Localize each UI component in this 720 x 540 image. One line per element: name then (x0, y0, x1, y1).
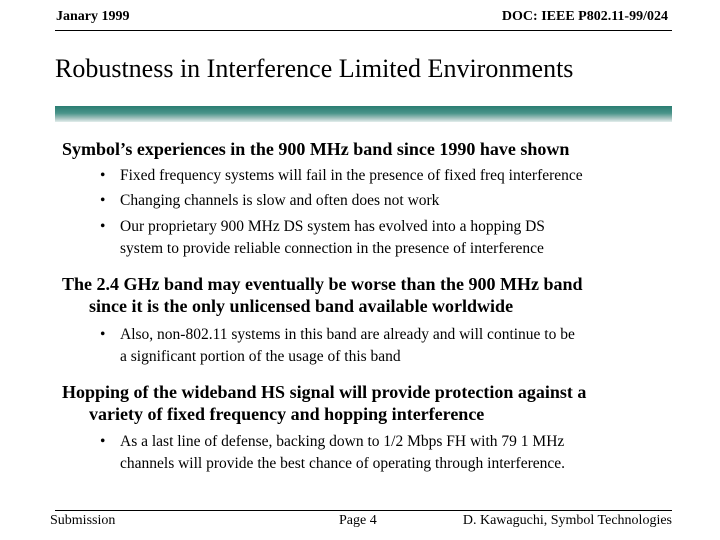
section-2-heading-line1: The 2.4 GHz band may eventually be worse than the 900 MHz band (62, 274, 583, 294)
bullet-dot-icon: • (100, 192, 106, 209)
footer-page-number: Page 4 (339, 513, 377, 528)
bullet-dot-icon: • (100, 326, 106, 343)
bullet-text-line2: channels will provide the best chance of operating through interference. (120, 455, 566, 472)
bullet-text-line1: Our proprietary 900 MHz DS system has evolved into a hopping DS (120, 218, 545, 235)
section-1-bullet-2 (100, 190, 672, 212)
section-1-heading (62, 138, 672, 160)
bullet-text-line2: a significant portion of the usage of this band (120, 348, 401, 365)
footer-submission: Submission (50, 513, 116, 528)
section-1-bullet-1 (100, 165, 672, 187)
footer-divider (55, 510, 672, 511)
section-3-bullet-1 (100, 431, 672, 475)
bullet-text-line1: As a last line of defense, backing down to 1/2 Mbps FH with 79 1 MHz (120, 433, 565, 450)
bullet-text-line1: Also, non-802.11 systems in this band are already and will continue to be (120, 326, 575, 343)
bullet-dot-icon: • (100, 218, 106, 235)
bullet-dot-icon: • (100, 167, 106, 184)
bullet-text-line2: system to provide reliable connection in the presence of interference (120, 240, 544, 257)
slide-title: Robustness in Interference Limited Environments (55, 54, 574, 83)
section-2-heading (62, 273, 672, 317)
section-2-bullet-1 (100, 324, 672, 368)
footer-author: D. Kawaguchi, Symbol Technologies (462, 513, 672, 528)
header-doc-id: DOC: IEEE P802.11-99/024 (501, 9, 668, 24)
title-gradient-bar (55, 106, 672, 122)
section-3-heading-line1: Hopping of the wideband HS signal will provide protection against a (62, 382, 587, 402)
header-date: Janary 1999 (56, 9, 130, 24)
section-1-bullet-3 (100, 216, 672, 260)
header-divider (55, 30, 672, 31)
bullet-text: Fixed frequency systems will fail in the presence of fixed freq interference (120, 167, 583, 184)
section-2-heading-line2: since it is the only unlicensed band available worldwide (89, 296, 514, 316)
section-3-heading-line2: variety of fixed frequency and hopping interference (89, 404, 485, 424)
section-3-heading (62, 381, 672, 425)
bullet-dot-icon: • (100, 433, 106, 450)
bullet-text: Changing channels is slow and often does not work (120, 192, 440, 209)
section-1-heading-line1: Symbol’s experiences in the 900 MHz band since 1990 have shown (62, 139, 570, 159)
